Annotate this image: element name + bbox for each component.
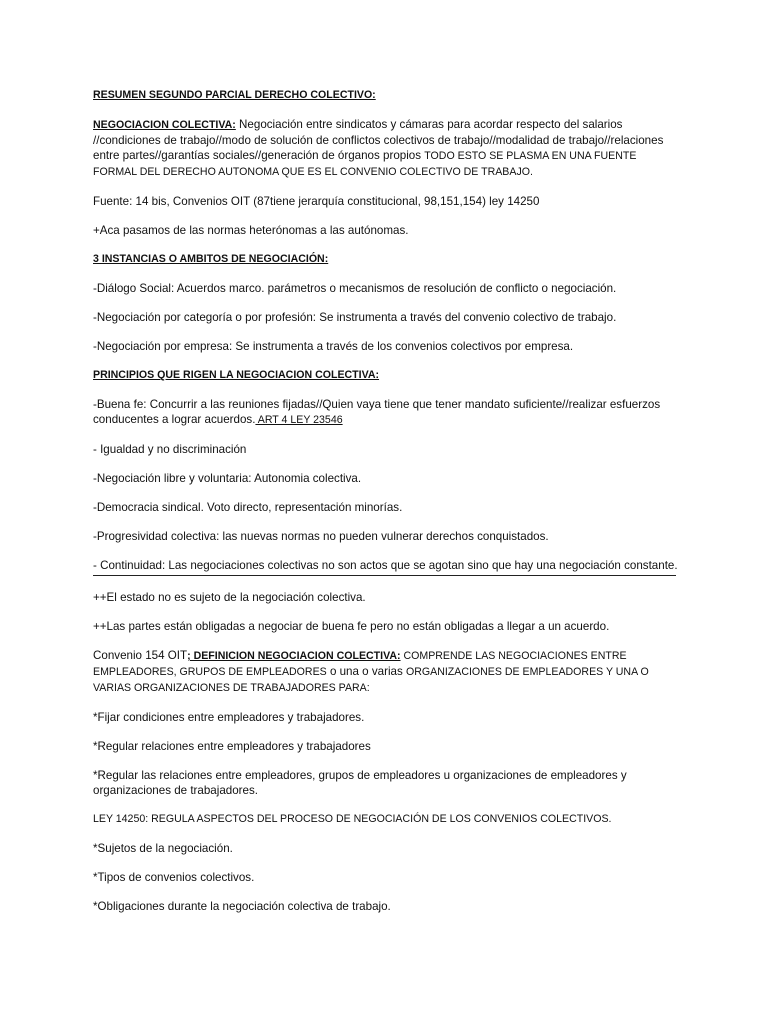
- note-line: ++Las partes están obligadas a negociar de buena fe pero no están obligadas a llegar a un acuerdo.: [93, 620, 610, 633]
- document-body: [93, 88, 678, 928]
- principios-heading: PRINCIPIOS QUE RIGEN LA NEGOCIACION COLECTIVA:: [93, 369, 380, 381]
- negociacion-caps-text: TODO ESTO SE PLASMA EN UNA FUENTE FORMAL DEL DERECHO AUTONOMA QUE ES EL CONVENIO COLECTIVO DE TRABAJO.: [93, 150, 637, 178]
- buena-fe-text: -Buena fe: Concurrir a las reuniones fijadas//Quien vaya tiene que tener mandato suficiente//realizar esfuerzos conducentes a lograr acuerdos.: [93, 398, 661, 426]
- convenio-paragraph: [93, 648, 678, 696]
- document-title: RESUMEN SEGUNDO PARCIAL DERECHO COLECTIVO:: [93, 89, 376, 101]
- negociacion-paragraph: [93, 117, 678, 180]
- convenio-item: *Regular relaciones entre empleadores y trabajadores: [93, 740, 371, 753]
- buena-fe-item: [93, 397, 678, 428]
- negociacion-text: Negociación entre sindicatos y cámaras para acordar respecto del salarios //condiciones de trabajo//modo de solución de conflictos colectivos de trabajo//modalidad de trabajo//relaciones entre partes//garantías sociales//generación de órganos propios: [93, 118, 664, 162]
- principio-item: -Democracia sindical. Voto directo, representación minorías.: [93, 501, 403, 514]
- principio-item: - Continuidad: Las negociaciones colectivas no son actos que se agotan sino que hay una negociación constante.: [93, 559, 678, 572]
- ley-item: *Sujetos de la negociación.: [93, 842, 233, 855]
- buena-fe-reference: ART 4 LEY 23546: [255, 414, 343, 426]
- principio-item: -Negociación libre y voluntaria: Autonomia colectiva.: [93, 472, 362, 485]
- convenio-prefix: Convenio 154 OIT: [93, 649, 188, 662]
- principio-item: - Igualdad y no discriminación: [93, 443, 247, 456]
- convenio-caps-text-a: COMPRENDE LAS NEGOCIACIONES ENTRE EMPLEADORES, GRUPOS DE EMPLEADORES: [93, 650, 627, 678]
- ley-heading: LEY 14250: REGULA ASPECTOS DEL PROCESO DE NEGOCIACIÓN DE LOS CONVENIOS COLECTIVOS.: [93, 813, 612, 825]
- instancias-heading: 3 INSTANCIAS O AMBITOS DE NEGOCIACIÓN:: [93, 253, 329, 265]
- convenio-text-b: o una o varias: [326, 665, 406, 678]
- instancia-item: -Negociación por categoría o por profesión: Se instrumenta a través del convenio colectivo de trabajo.: [93, 311, 617, 324]
- convenio-item: *Regular las relaciones entre empleadores, grupos de empleadores u organizaciones de empleadores y organizaciones de trabajadores.: [93, 769, 627, 797]
- instancia-item: -Diálogo Social: Acuerdos marco. parámetros o mecanismos de resolución de conflicto o negociación.: [93, 282, 617, 295]
- note-line: ++El estado no es sujeto de la negociación colectiva.: [93, 591, 366, 604]
- aca-line: +Aca pasamos de las normas heterónomas a las autónomas.: [93, 224, 409, 237]
- instancia-item: -Negociación por empresa: Se instrumenta a través de los convenios colectivos por empresa.: [93, 340, 574, 353]
- convenio-label: ; DEFINICION NEGOCIACION COLECTIVA:: [187, 650, 401, 662]
- ley-item: *Tipos de convenios colectivos.: [93, 871, 255, 884]
- principio-item: -Progresividad colectiva: las nuevas normas no pueden vulnerar derechos conquistados.: [93, 530, 549, 543]
- ley-item: *Obligaciones durante la negociación colectiva de trabajo.: [93, 900, 391, 913]
- convenio-caps-text-c: ORGANIZACIONES DE EMPLEADORES Y UNA O VARIAS ORGANIZACIONES DE TRABAJADORES PARA:: [93, 666, 649, 694]
- fuente-line: Fuente: 14 bis, Convenios OIT (87tiene jerarquía constitucional, 98,151,154) ley 14250: [93, 195, 540, 208]
- section-divider: [93, 575, 676, 576]
- convenio-item: *Fijar condiciones entre empleadores y trabajadores.: [93, 711, 365, 724]
- negociacion-label: NEGOCIACION COLECTIVA:: [93, 119, 236, 131]
